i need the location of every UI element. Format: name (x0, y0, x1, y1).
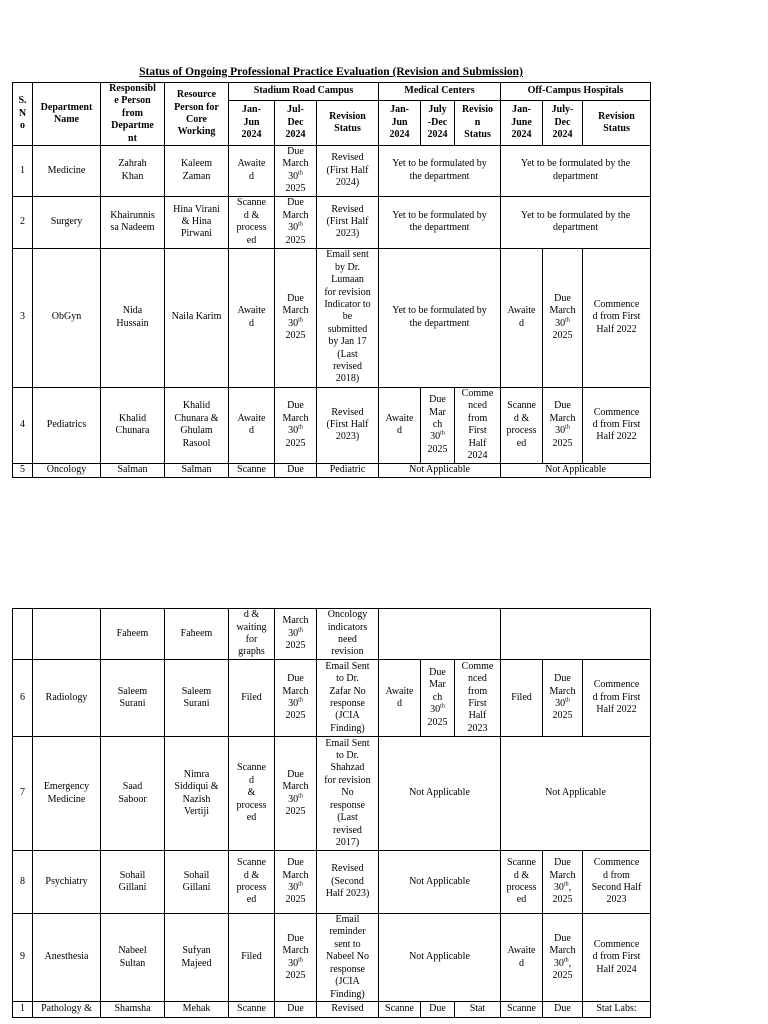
header-mc-jan-jun: Jan- Jun 2024 (379, 101, 421, 146)
cell-oc-jan-jun: Filed (501, 660, 543, 737)
header-oc-revision: Revision Status (583, 101, 651, 146)
cell-src-jan-jun: Awaite d (229, 146, 275, 197)
cell-mc-merged: Not Applicable (379, 851, 501, 914)
cell-oc-revision: Stat Labs: (583, 1002, 651, 1018)
header-department: Department Name (33, 83, 101, 146)
cell-mc-merged: Not Applicable (379, 463, 501, 477)
cell-oc-revision: Commence d from First Half 2022 (583, 660, 651, 737)
cell-responsible: Salman (101, 463, 165, 477)
header-mc-revision: Revisio n Status (455, 101, 501, 146)
header-src-jul-dec: Jul- Dec 2024 (275, 101, 317, 146)
cell-mc-merged: Not Applicable (379, 737, 501, 851)
table-row (13, 737, 651, 851)
table-row (13, 851, 651, 914)
cell-src-jul-dec: Due March 30th 2025 (275, 196, 317, 248)
cell-oc-merged (501, 609, 651, 660)
cell-src-jan-jun: d & waiting for graphs (229, 609, 275, 660)
cell-responsible: Saleem Surani (101, 660, 165, 737)
cell-resource: Hina Virani & Hina Pirwani (165, 196, 229, 248)
cell-responsible: Khalid Chunara (101, 387, 165, 463)
cell-resource: Salman (165, 463, 229, 477)
cell-src-jul-dec: Due March 30th 2025 (275, 248, 317, 387)
header-responsible: Responsibl e Person from Departme nt (101, 83, 165, 146)
table-row (13, 387, 651, 463)
table-row (13, 146, 651, 197)
cell-sno: 8 (13, 851, 33, 914)
cell-oc-merged: Not Applicable (501, 463, 651, 477)
cell-src-jan-jun: Filed (229, 914, 275, 1002)
cell-oc-jul-dec: Due March 30th, 2025 (543, 914, 583, 1002)
cell-src-jan-jun: Scanne (229, 463, 275, 477)
cell-src-jul-dec: Due March 30th 2025 (275, 660, 317, 737)
document-title: Status of Ongoing Professional Practice Evaluation (Revision and Submission) (139, 66, 523, 78)
cell-sno: 1 (13, 146, 33, 197)
cell-resource: Saleem Surani (165, 660, 229, 737)
cell-responsible: Nida Hussain (101, 248, 165, 387)
cell-responsible: Faheem (101, 609, 165, 660)
cell-mc-jan-jun: Awaite d (379, 387, 421, 463)
cell-mc-revision: Comme nced from First Half 2023 (455, 660, 501, 737)
cell-mc-jul-dec: Due Mar ch 30th 2025 (421, 660, 455, 737)
cell-oc-merged: Yet to be formulated by the department (501, 196, 651, 248)
cell-src-revision: Oncology indicators need revision (317, 609, 379, 660)
cell-src-jan-jun: Scanne d & process ed (229, 737, 275, 851)
cell-mc-revision: Stat (455, 1002, 501, 1018)
cell-sno: 9 (13, 914, 33, 1002)
cell-src-revision: Pediatric (317, 463, 379, 477)
cell-src-revision: Email sent by Dr. Lumaan for revision Indicator to be submitted by Jan 17 (Last revised 2018) (317, 248, 379, 387)
cell-sno: 5 (13, 463, 33, 477)
cell-mc-jul-dec: Due (421, 1002, 455, 1018)
cell-sno: 1 (13, 1002, 33, 1018)
cell-resource: Khalid Chunara & Ghulam Rasool (165, 387, 229, 463)
cell-department: ObGyn (33, 248, 101, 387)
cell-oc-merged: Yet to be formulated by the department (501, 146, 651, 197)
cell-oc-revision: Commence d from First Half 2022 (583, 387, 651, 463)
table-row (13, 609, 651, 660)
cell-src-jan-jun: Awaite d (229, 387, 275, 463)
header-sno: S. N o (13, 83, 33, 146)
cell-sno: 2 (13, 196, 33, 248)
cell-mc-jul-dec: Due Mar ch 30th 2025 (421, 387, 455, 463)
cell-responsible: Sohail Gillani (101, 851, 165, 914)
cell-src-jul-dec: Due (275, 463, 317, 477)
cell-src-revision: Email Sent to Dr. Zafar No response (JCIA Finding) (317, 660, 379, 737)
cell-resource: Naila Karim (165, 248, 229, 387)
cell-oc-merged: Not Applicable (501, 737, 651, 851)
cell-src-jan-jun: Awaite d (229, 248, 275, 387)
cell-src-jul-dec: Due March 30th 2025 (275, 146, 317, 197)
cell-department: Pathology & (33, 1002, 101, 1018)
cell-src-jan-jun: Filed (229, 660, 275, 737)
cell-src-revision: Email reminder sent to Nabeel No response (JCIA Finding) (317, 914, 379, 1002)
header-src-jan-jun: Jan- Jun 2024 (229, 101, 275, 146)
table-row (13, 248, 651, 387)
header-stadium-road: Stadium Road Campus (229, 83, 379, 101)
header-resource: Resource Person for Core Working (165, 83, 229, 146)
cell-mc-jan-jun: Scanne (379, 1002, 421, 1018)
cell-src-jul-dec: Due March 30th 2025 (275, 737, 317, 851)
cell-src-revision: Email Sent to Dr. Shahzad for revision No response (Last revised 2017) (317, 737, 379, 851)
cell-oc-jul-dec: Due (543, 1002, 583, 1018)
cell-mc-merged: Not Applicable (379, 914, 501, 1002)
cell-mc-jan-jun: Awaite d (379, 660, 421, 737)
cell-resource: Kaleem Zaman (165, 146, 229, 197)
cell-oc-jul-dec: Due March 30th, 2025 (543, 851, 583, 914)
cell-oc-revision: Commence d from Second Half 2023 (583, 851, 651, 914)
cell-oc-jul-dec: Due March 30th 2025 (543, 387, 583, 463)
cell-oc-jul-dec: Due March 30th 2025 (543, 660, 583, 737)
table-row (13, 196, 651, 248)
oppe-status-table-part-2 (12, 608, 651, 1018)
cell-mc-revision: Comme nced from First Half 2024 (455, 387, 501, 463)
cell-src-jan-jun: Scanne (229, 1002, 275, 1018)
cell-src-revision: Revised (First Half 2024) (317, 146, 379, 197)
cell-src-jul-dec: Due March 30th 2025 (275, 914, 317, 1002)
cell-resource: Nimra Siddiqui & Nazish Vertiji (165, 737, 229, 851)
cell-src-revision: Revised (Second Half 2023) (317, 851, 379, 914)
table-row (13, 1002, 651, 1018)
cell-department: Medicine (33, 146, 101, 197)
cell-src-revision: Revised (First Half 2023) (317, 387, 379, 463)
cell-src-jan-jun: Scanne d & process ed (229, 851, 275, 914)
cell-mc-merged (379, 609, 501, 660)
cell-src-jul-dec: Due (275, 1002, 317, 1018)
cell-oc-jan-jun: Awaite d (501, 914, 543, 1002)
cell-sno: 3 (13, 248, 33, 387)
cell-src-jan-jun: Scanne d & process ed (229, 196, 275, 248)
cell-oc-jan-jun: Scanne (501, 1002, 543, 1018)
table-row (13, 463, 651, 477)
cell-mc-merged: Yet to be formulated by the department (379, 248, 501, 387)
cell-department (33, 609, 101, 660)
cell-oc-jul-dec: Due March 30th 2025 (543, 248, 583, 387)
header-src-revision: Revision Status (317, 101, 379, 146)
cell-sno: 4 (13, 387, 33, 463)
cell-responsible: Saad Saboor (101, 737, 165, 851)
header-mc-jul-dec: July -Dec 2024 (421, 101, 455, 146)
cell-department: Pediatrics (33, 387, 101, 463)
cell-oc-revision: Commence d from First Half 2024 (583, 914, 651, 1002)
cell-src-revision: Revised (317, 1002, 379, 1018)
header-off-campus: Off-Campus Hospitals (501, 83, 651, 101)
cell-sno (13, 609, 33, 660)
cell-resource: Sohail Gillani (165, 851, 229, 914)
table-row (13, 660, 651, 737)
cell-resource: Mehak (165, 1002, 229, 1018)
cell-mc-merged: Yet to be formulated by the department (379, 146, 501, 197)
header-medical-centers: Medical Centers (379, 83, 501, 101)
cell-responsible: Zahrah Khan (101, 146, 165, 197)
table-row (13, 914, 651, 1002)
cell-oc-jan-jun: Scanne d & process ed (501, 851, 543, 914)
cell-sno: 7 (13, 737, 33, 851)
cell-oc-jan-jun: Scanne d & process ed (501, 387, 543, 463)
cell-src-jul-dec: March 30th 2025 (275, 609, 317, 660)
header-oc-jul-dec: July- Dec 2024 (543, 101, 583, 146)
oppe-status-table-part-1 (12, 82, 651, 478)
cell-department: Psychiatry (33, 851, 101, 914)
cell-mc-merged: Yet to be formulated by the department (379, 196, 501, 248)
cell-src-jul-dec: Due March 30th 2025 (275, 387, 317, 463)
cell-oc-revision: Commence d from First Half 2022 (583, 248, 651, 387)
cell-department: Surgery (33, 196, 101, 248)
header-oc-jan-jun: Jan- June 2024 (501, 101, 543, 146)
cell-responsible: Nabeel Sultan (101, 914, 165, 1002)
cell-resource: Faheem (165, 609, 229, 660)
cell-src-jul-dec: Due March 30th 2025 (275, 851, 317, 914)
cell-resource: Sufyan Majeed (165, 914, 229, 1002)
cell-department: Anesthesia (33, 914, 101, 1002)
cell-oc-jan-jun: Awaite d (501, 248, 543, 387)
cell-responsible: Khairunnis sa Nadeem (101, 196, 165, 248)
cell-responsible: Shamsha (101, 1002, 165, 1018)
cell-department: Radiology (33, 660, 101, 737)
cell-src-revision: Revised (First Half 2023) (317, 196, 379, 248)
cell-sno: 6 (13, 660, 33, 737)
cell-department: Emergency Medicine (33, 737, 101, 851)
cell-department: Oncology (33, 463, 101, 477)
